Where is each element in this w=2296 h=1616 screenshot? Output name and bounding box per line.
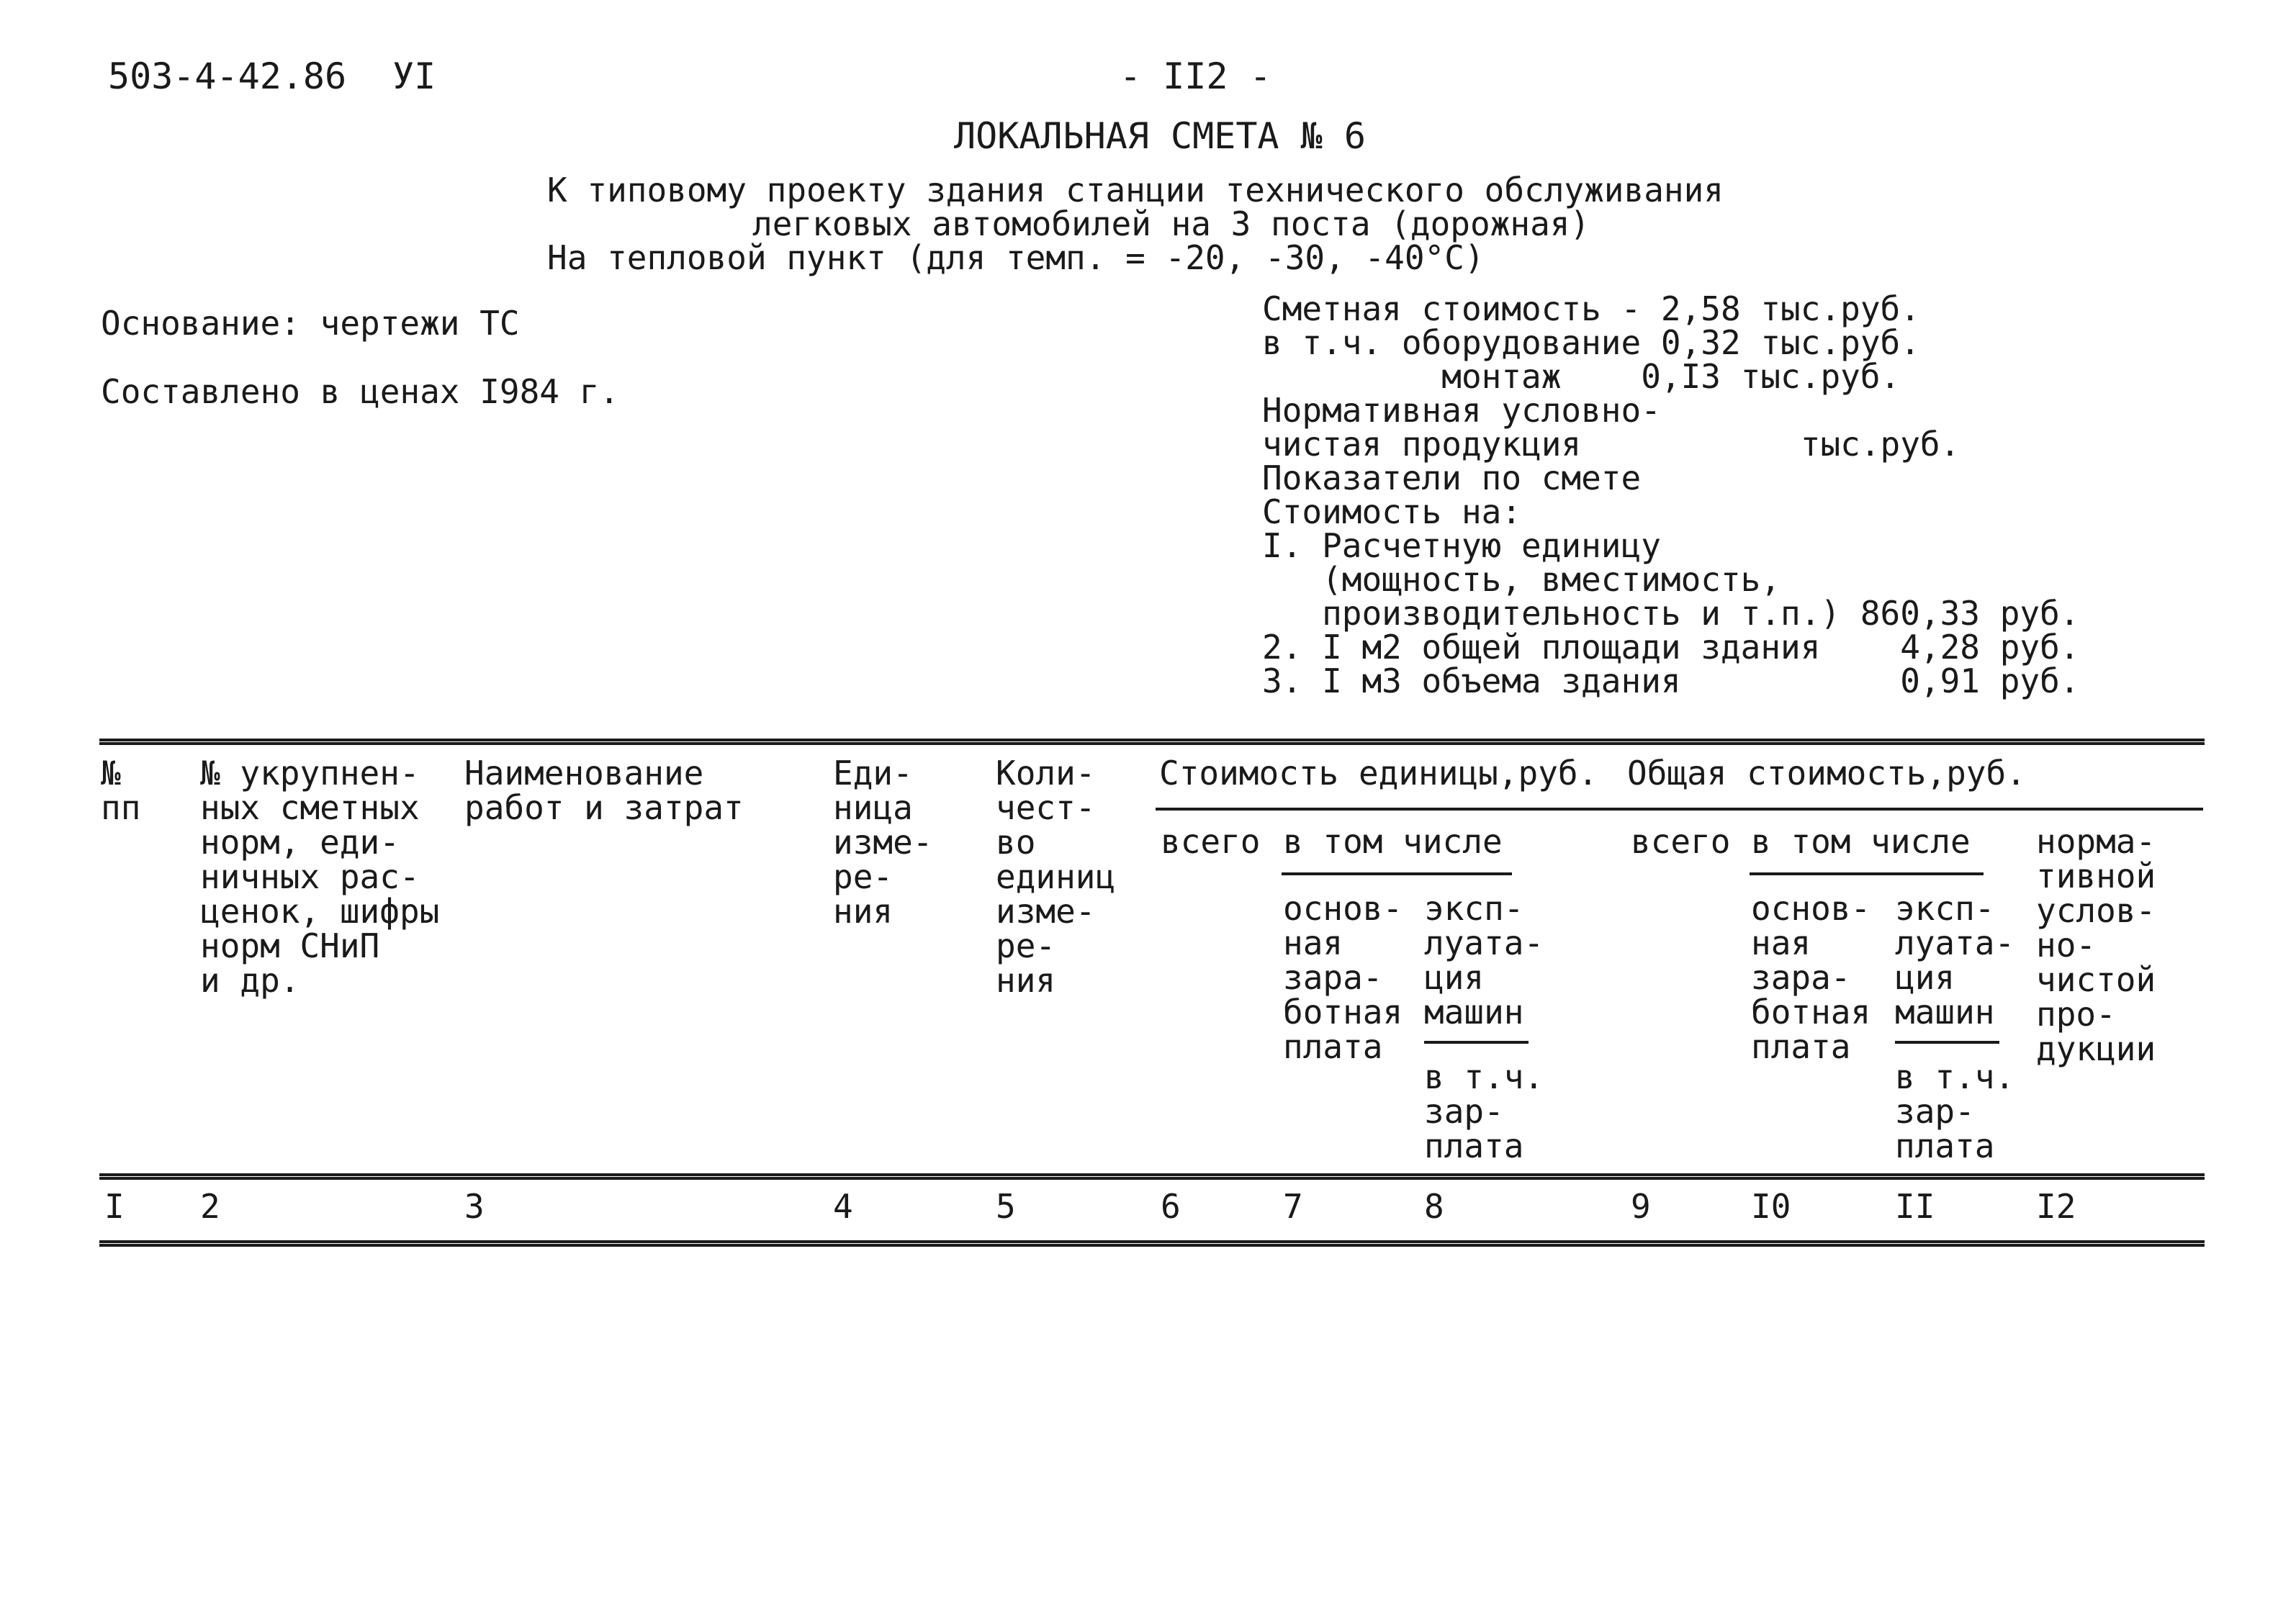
summary-line: монтаж 0,I3 тыс.руб. — [1262, 357, 1901, 396]
col-unit-header: Еди- ница изме- ре- ния — [833, 754, 933, 931]
column-number: I0 — [1751, 1187, 1791, 1226]
column-number: 8 — [1424, 1187, 1444, 1226]
column-number: 3 — [464, 1187, 485, 1226]
total-machines-header: эксп- луата- ция машин — [1895, 889, 2015, 1032]
summary-line: Сметная стоимость - 2,58 тыс.руб. — [1262, 289, 1920, 328]
summary-line: в т.ч. оборудование 0,32 тыс.руб. — [1262, 323, 1920, 362]
unit-machines-header: эксп- луата- ция машин — [1424, 889, 1544, 1032]
column-number: I — [104, 1187, 125, 1226]
total-incl-rule — [1750, 872, 1984, 875]
summary-line: Показатели по смете — [1262, 459, 1642, 497]
column-number: 4 — [833, 1187, 853, 1226]
unit-machines-rule — [1424, 1041, 1529, 1044]
document-section: УІ — [392, 55, 436, 97]
table-bottom-rule — [99, 1240, 2205, 1247]
unit-machines-wage-header: в т.ч. зар- плата — [1424, 1057, 1544, 1165]
total-wage-header: основ- ная зара- ботная плата — [1751, 889, 1871, 1066]
total-incl-header: в том числе — [1751, 822, 1971, 861]
summary-line: (мощность, вместимость, — [1262, 560, 1781, 599]
total-total-header: всего — [1631, 822, 1731, 861]
estimate-title: ЛОКАЛЬНАЯ СМЕТА № 6 — [954, 115, 1366, 157]
document-code: 503-4-42.86 — [108, 55, 347, 97]
total-machines-wage-header: в т.ч. зар- плата — [1895, 1057, 2015, 1165]
summary-line: Нормативная условно- — [1262, 391, 1661, 430]
summary-line: 3. I м3 объема здания 0,91 руб. — [1262, 662, 2080, 700]
column-number: 9 — [1631, 1187, 1651, 1226]
column-number: II — [1895, 1187, 1935, 1226]
unit-cost-header: Стоимость единицы,руб. — [1159, 754, 1598, 793]
summary-line: Стоимость на: — [1262, 492, 1522, 531]
column-number: 2 — [200, 1187, 220, 1226]
unit-total-header: всего — [1161, 822, 1261, 861]
table-mid-rule — [99, 1173, 2205, 1180]
unit-incl-header: в том числе — [1283, 822, 1503, 861]
subtitle-line-1: К типовому проекту здания станции технического обслуживания — [547, 171, 1724, 209]
summary-line: чистая продукция тыс.руб. — [1262, 425, 1960, 464]
subtitle-line-2: легковых автомобилей на 3 поста (дорожная) — [752, 204, 1590, 243]
basis-text: Основание: чертежи ТС — [101, 304, 520, 343]
total-cost-header: Общая стоимость,руб. — [1627, 754, 2026, 793]
subtitle-line-3: На тепловой пункт (для темп. = -20, -30, -40°С) — [547, 238, 1485, 277]
prices-text: Составлено в ценах I984 г. — [101, 372, 620, 411]
summary-line: I. Расчетную единицу — [1262, 526, 1661, 565]
unit-incl-rule — [1282, 872, 1512, 875]
col-norms-header: № укрупнен- ных сметных норм, еди- ничных рас- ценок, шифры норм СНиП и др. — [200, 754, 440, 1000]
col-quantity-header: Коли- чест- во единиц изме- ре- ния — [996, 754, 1116, 1000]
col-number-header: № пп — [101, 754, 141, 827]
summary-line: производительность и т.п.) 860,33 руб. — [1262, 594, 2080, 633]
table-top-rule — [99, 739, 2205, 745]
norm-product-header: норма- тивной услов- но- чистой про- дукции — [2036, 822, 2156, 1068]
column-number: I2 — [2036, 1187, 2076, 1226]
page-number: - II2 - — [1120, 55, 1271, 97]
cost-group-rule — [1156, 808, 2203, 811]
unit-wage-header: основ- ная зара- ботная плата — [1283, 889, 1403, 1066]
summary-line: 2. I м2 общей площади здания 4,28 руб. — [1262, 628, 2080, 667]
column-number: 5 — [996, 1187, 1016, 1226]
col-works-header: Наименование работ и затрат — [464, 754, 744, 827]
column-number: 7 — [1283, 1187, 1303, 1226]
column-number: 6 — [1161, 1187, 1181, 1226]
total-machines-rule — [1895, 1041, 1999, 1044]
